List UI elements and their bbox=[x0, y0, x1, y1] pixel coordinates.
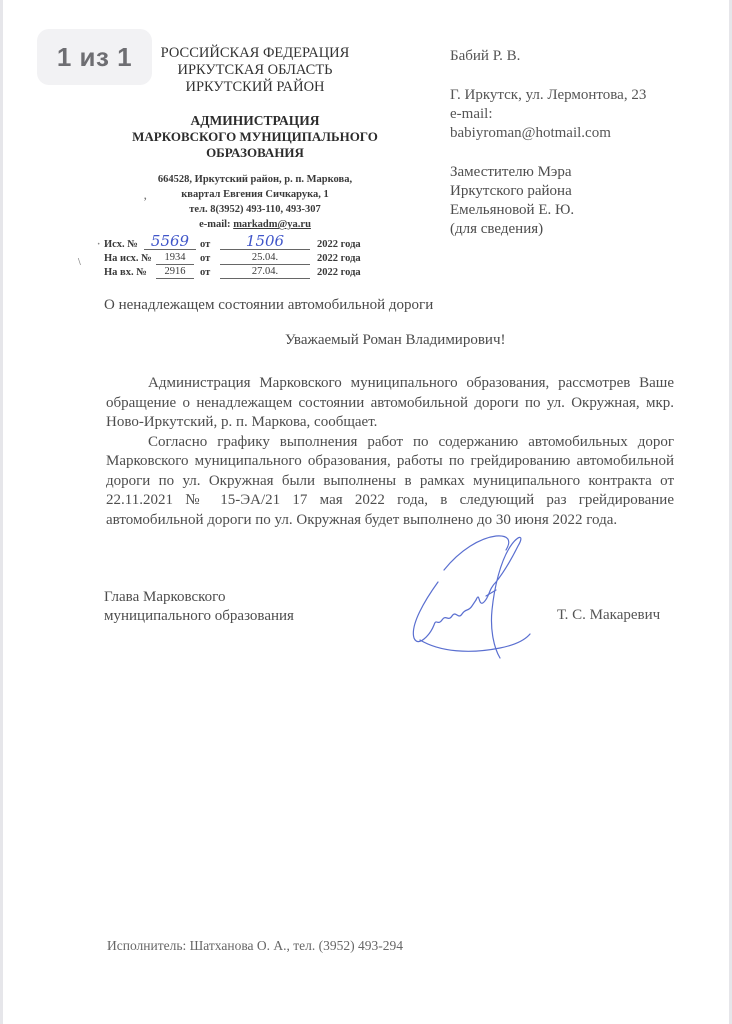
handwritten-signature bbox=[400, 530, 550, 665]
address-line: 664528, Иркутский район, р. п. Маркова, bbox=[157, 174, 353, 185]
email-label: e-mail: bbox=[199, 219, 231, 230]
recipient-email-link[interactable]: babiyroman@hotmail.com bbox=[450, 125, 611, 141]
ref-from: от bbox=[200, 239, 211, 250]
signatory-name: Т. С. Макаревич bbox=[557, 607, 661, 623]
signatory-role bbox=[104, 588, 294, 626]
ref-from: от bbox=[200, 267, 211, 278]
ref-number: 1934 bbox=[156, 252, 194, 265]
letterhead-address bbox=[100, 172, 410, 232]
ref-year: 2022 года bbox=[317, 239, 361, 250]
recipient-name: Бабий Р. В. bbox=[450, 48, 521, 64]
letter-subject: О ненадлежащем состоянии автомобильной дороги bbox=[104, 297, 434, 313]
state-line: ИРКУТСКАЯ ОБЛАСТЬ bbox=[177, 62, 333, 78]
recipient-address: Г. Иркутск, ул. Лермонтова, 23 bbox=[450, 87, 647, 103]
tick-mark: · bbox=[97, 239, 101, 250]
ref-number: 2916 bbox=[156, 266, 194, 279]
org-line: АДМИНИСТРАЦИЯ bbox=[190, 113, 320, 128]
ref-date: 27.04. bbox=[220, 266, 310, 279]
speck-mark: , bbox=[144, 191, 147, 202]
org-line: МАРКОВСКОГО МУНИЦИПАЛЬНОГО bbox=[132, 129, 378, 144]
body-paragraph: Администрация Марковского муниципального образования, рассмотрев Ваше обращение о ненадлежащем состоянии автомобильной дороги по ул. Окружная, мкр. Ново-Иркутский, р. п. Маркова, сообщает. bbox=[106, 375, 674, 430]
executor-info: Исполнитель: Шатханова О. А., тел. (3952) 493-294 bbox=[107, 938, 404, 953]
ref-year: 2022 года bbox=[317, 267, 361, 278]
ref-date-handwritten: 1506 bbox=[220, 233, 310, 250]
org-line: ОБРАЗОВАНИЯ bbox=[206, 145, 304, 160]
ref-date: 25.04. bbox=[220, 252, 310, 265]
page-edge-left bbox=[0, 0, 3, 1024]
ref-label: На исх. № bbox=[104, 253, 152, 264]
ref-label: Исх. № bbox=[104, 239, 138, 250]
recipient-block bbox=[450, 47, 646, 143]
copy-to-line: Заместителю Мэра bbox=[450, 164, 572, 180]
ref-number-handwritten: 5569 bbox=[144, 233, 196, 250]
org-email-link[interactable]: markadm@ya.ru bbox=[233, 219, 311, 230]
ref-from: от bbox=[200, 253, 211, 264]
signature-stroke bbox=[444, 536, 509, 570]
page-indicator-badge: 1 из 1 bbox=[37, 29, 152, 85]
state-line: ИРКУТСКИЙ РАЙОН bbox=[185, 79, 325, 95]
address-line: тел. 8(3952) 493-110, 493-307 bbox=[189, 204, 321, 215]
signature-stroke bbox=[476, 537, 521, 658]
letter-greeting: Уважаемый Роман Владимирович! bbox=[285, 332, 506, 348]
signature-stroke bbox=[413, 582, 476, 642]
email-line bbox=[100, 217, 410, 232]
copy-to-line: Иркутского района bbox=[450, 183, 572, 199]
copy-to-line: (для сведения) bbox=[450, 221, 544, 237]
recipient-email-label: e-mail: bbox=[450, 106, 493, 122]
signature-stroke bbox=[420, 634, 530, 651]
address-line: квартал Евгения Сичкарука, 1 bbox=[181, 189, 329, 200]
body-paragraph: Согласно графику выполнения работ по содержанию автомобильных дорог Марковского муниципального образования, работы по грейдированию автомобильной дороги по ул. Окружная были выполнены в рамках муниципального контракта от 22.11.2021 № 15-ЭА/21 17 мая 2022 года, в следующий раз грейдирование автомобильной дороги по ул. Окружная будет выполнено до 30 июня 2022 года. bbox=[106, 433, 674, 528]
signatory-role-line: муниципального образования bbox=[104, 608, 294, 624]
copy-to-block bbox=[450, 163, 574, 239]
letter-body bbox=[106, 374, 674, 530]
ref-year: 2022 года bbox=[317, 253, 361, 264]
copy-to-line: Емельяновой Е. Ю. bbox=[450, 202, 575, 218]
tick-mark: \ bbox=[78, 257, 81, 268]
letterhead-org bbox=[100, 113, 410, 161]
signatory-role-line: Глава Марковского bbox=[104, 589, 226, 605]
state-line: РОССИЙСКАЯ ФЕДЕРАЦИЯ bbox=[160, 45, 350, 61]
ref-label: На вх. № bbox=[104, 267, 147, 278]
